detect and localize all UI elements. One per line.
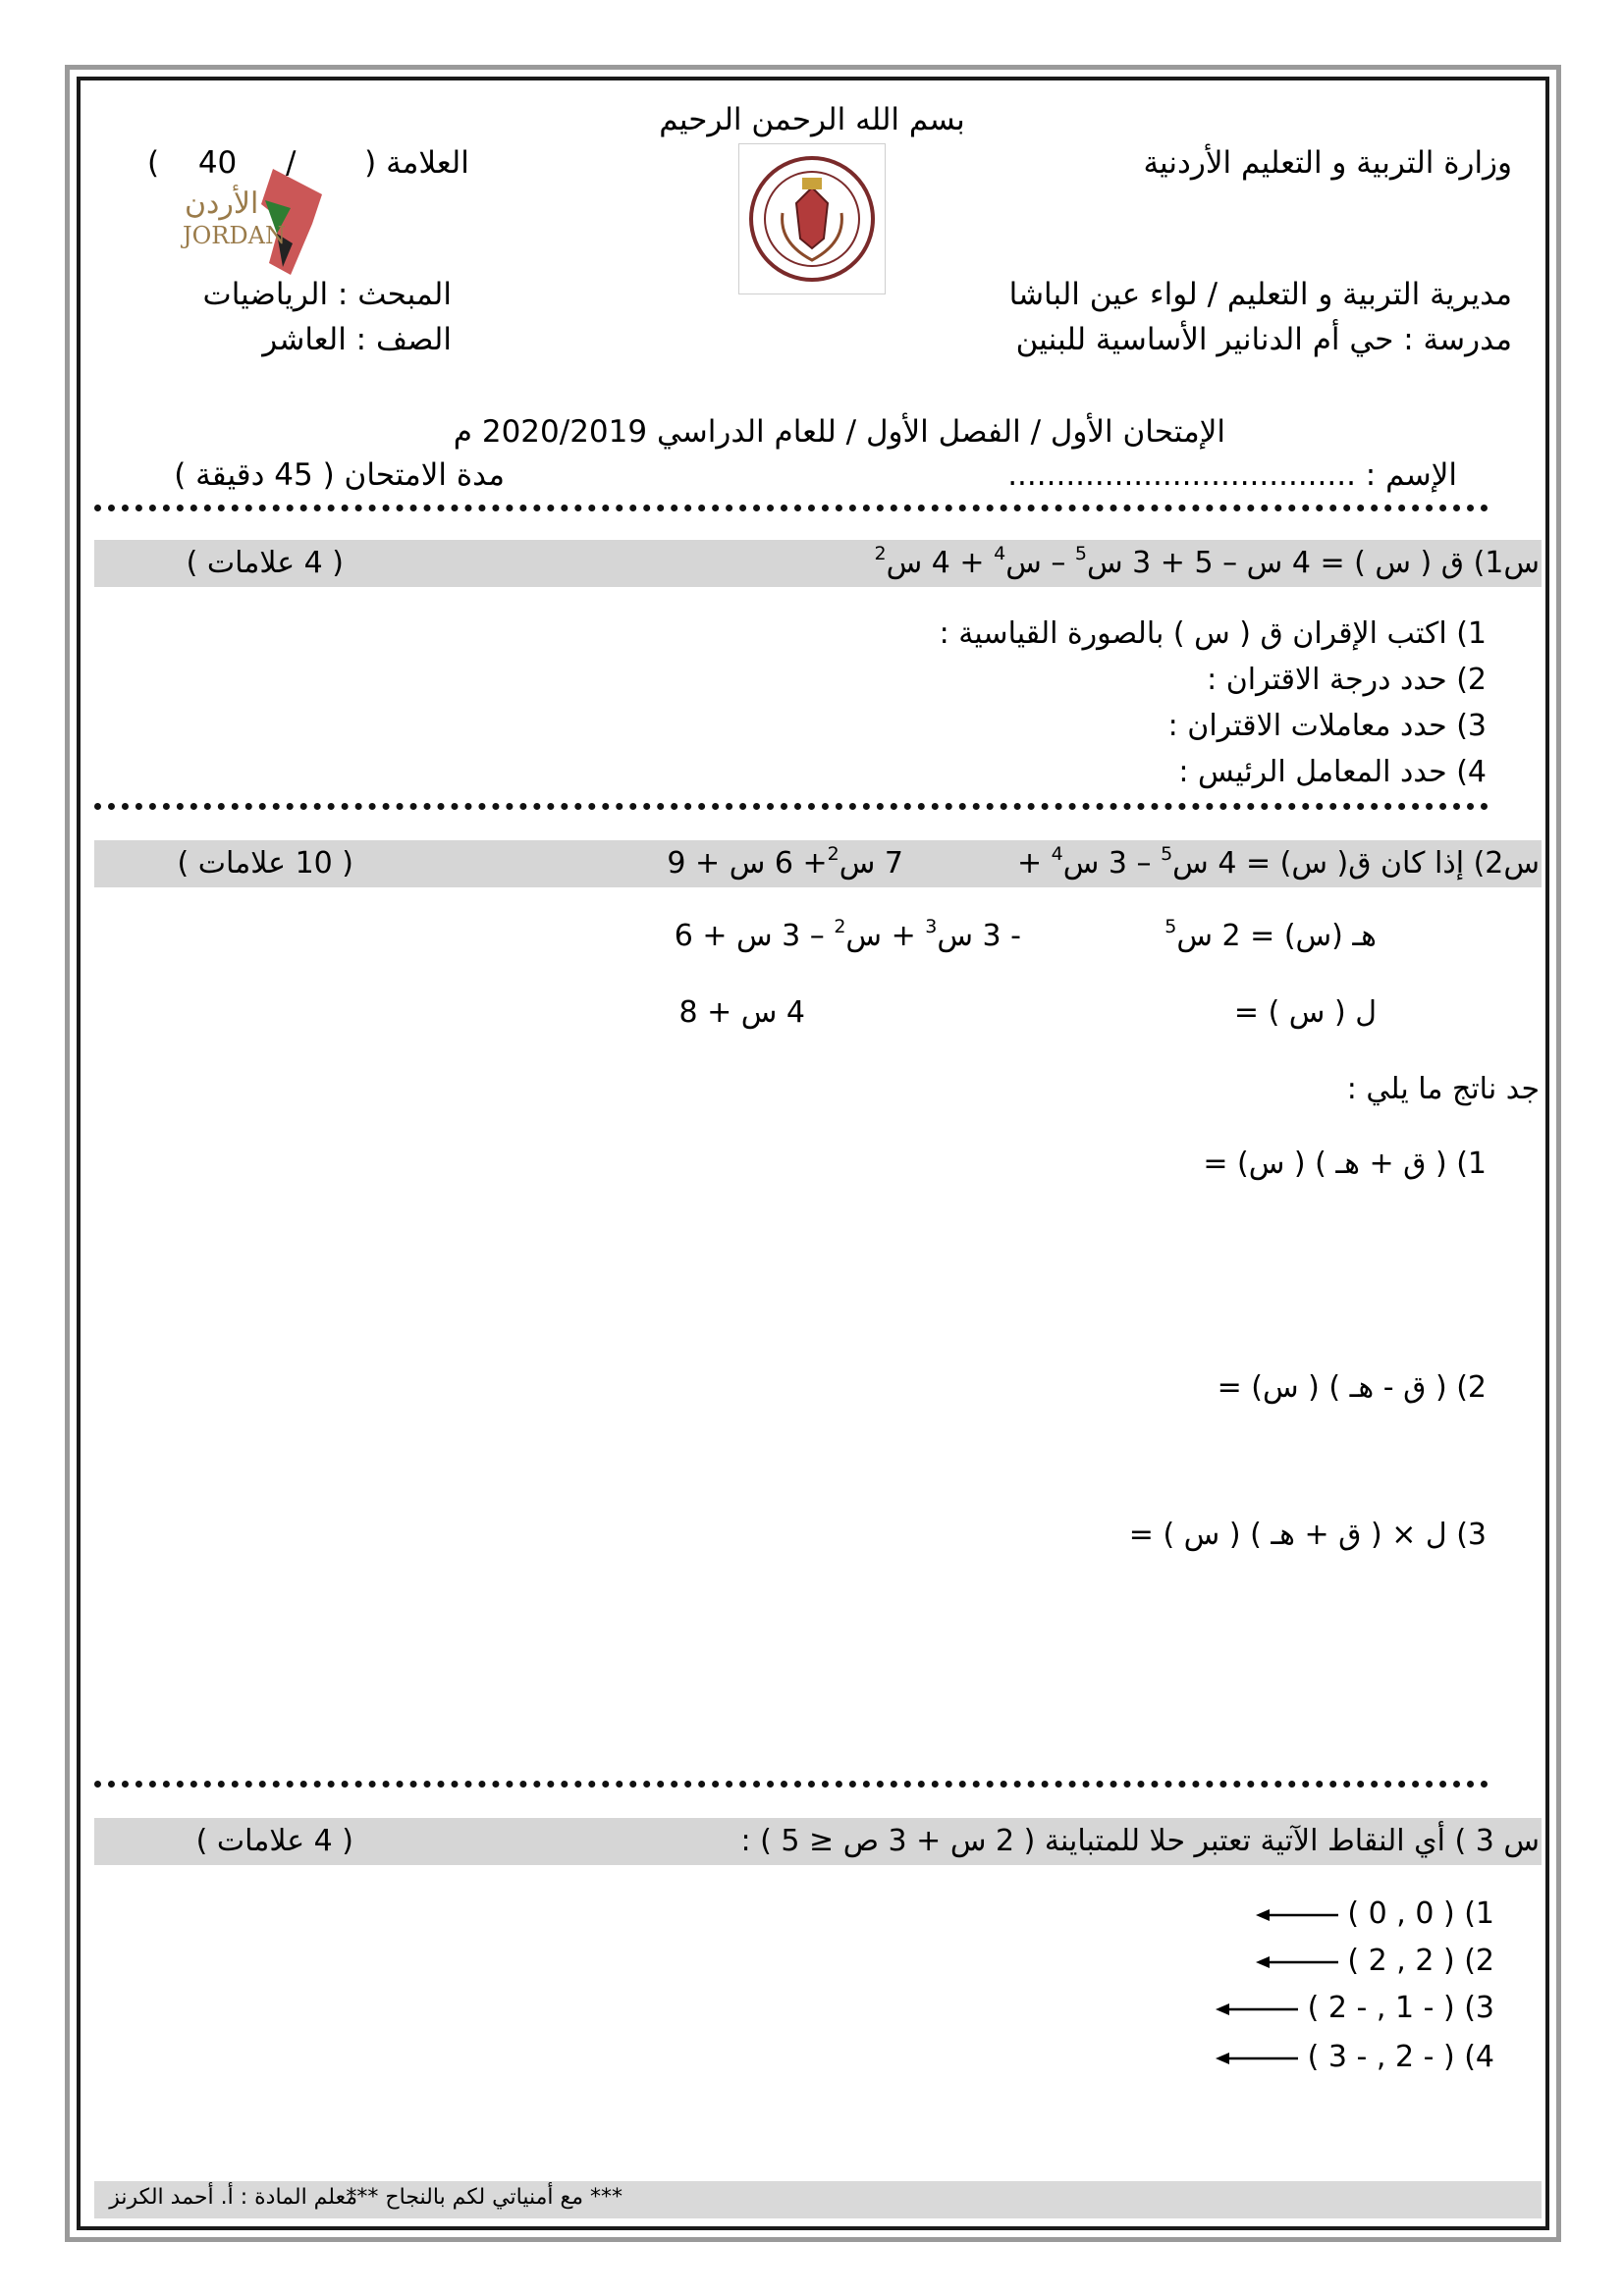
q1-function-a: س1) ق ( س ) = 4 س – 5 + 3 س: [1087, 546, 1540, 580]
h-right-c: – 3 س + 6: [674, 919, 835, 953]
q3-option-row[interactable]: [1214, 1944, 1494, 1978]
q1-function-b: – س: [1005, 546, 1075, 580]
q3-option-row[interactable]: [1214, 1896, 1494, 1931]
q1-item: 4) حدد المعامل الرئيس :: [1178, 755, 1487, 789]
q1-item: 3) حدد معاملات الاقتران :: [1167, 709, 1487, 743]
school-name: مدرسة : حي أم الدنانير الأساسية للبنين: [1015, 322, 1512, 357]
q1-item: 2) حدد درجة الاقتران :: [1207, 663, 1487, 697]
h-right-a: - 3 س: [937, 919, 1021, 953]
footer-wishes: *** مع أمنياتي لكم بالنجاح ***: [346, 2185, 623, 2210]
q1-exp1: 5: [1074, 543, 1087, 564]
h-left: هـ (س) = 2 س: [1176, 919, 1377, 953]
h-exp3: 3: [925, 916, 938, 937]
q2-func-b: – 3 س: [1062, 846, 1162, 881]
grade-open: (: [147, 145, 160, 181]
h-function-right: [674, 916, 1021, 953]
jordan-logo-latin: JORDAN: [183, 222, 286, 249]
directorate-name: مديرية التربية و التعليم / لواء عين الباشا: [1008, 277, 1512, 312]
h-right-b: + س: [845, 919, 926, 953]
h-exp5: 5: [1164, 916, 1177, 937]
q3-option-row[interactable]: [1178, 2040, 1494, 2074]
q1-exp2: 4: [994, 543, 1006, 564]
q2-exp-a: 5: [1161, 843, 1173, 865]
basmala: بسم الله الرحمن الرحيم: [659, 102, 965, 137]
q1-item: 1) اكتب الإقران ق ( س ) بالصورة القياسية :: [939, 616, 1487, 651]
q1-function: [874, 543, 1540, 580]
exam-duration: مدة الامتحان ( 45 دقيقة ): [174, 457, 505, 493]
q2-function-left: [1016, 843, 1540, 881]
jordan-logo-arabic: الأردن: [185, 187, 259, 221]
q2-func-e: + 6 س + 9: [667, 846, 828, 881]
q2-item: 2) ( ق - هـ ) ( س) =: [1217, 1370, 1487, 1405]
q1-function-c: + 4 س: [886, 546, 995, 580]
q3-option: 1) ( 0 , 0 ): [1347, 1896, 1494, 1931]
q2-func-d: 7 س: [839, 846, 903, 881]
student-name-field[interactable]: الإسم : ....................................: [1007, 457, 1457, 493]
ministry-name: وزارة التربية و التعليم الأردنية: [1143, 145, 1512, 181]
arrow-left-icon: [1216, 2002, 1298, 2016]
ministry-emblem: [738, 143, 886, 294]
grade-total: 40: [197, 145, 238, 181]
q2-marks: ( 10 علامات ): [177, 846, 353, 881]
q2-func-a: س2) إذا كان ق( س) = 4 س: [1172, 846, 1540, 881]
grade-label: العلامة (: [364, 145, 469, 181]
grade-slash: /: [286, 145, 297, 181]
q2-item: 1) ( ق + هـ ) ( س) =: [1203, 1147, 1487, 1181]
q2-func-c: +: [1016, 846, 1052, 881]
separator-dots: [94, 1781, 1489, 1788]
arrow-left-icon: [1216, 2052, 1298, 2065]
arrow-left-icon: [1256, 1908, 1338, 1922]
q2-exp-d: 2: [827, 843, 839, 865]
l-function-right: 4 س + 8: [678, 995, 805, 1030]
class-label: الصف : العاشر: [262, 322, 452, 357]
q3-option: 2) ( 2 , 2 ): [1347, 1944, 1494, 1978]
q1-marks: ( 4 علامات ): [186, 546, 344, 580]
q1-exp3: 2: [874, 543, 887, 564]
q2-find-label: جد ناتج ما يلي :: [1346, 1072, 1540, 1106]
q2-exp-b: 4: [1051, 843, 1063, 865]
separator-dots: [94, 803, 1489, 810]
q3-marks: ( 4 علامات ): [195, 1824, 353, 1858]
subject-label: المبحث : الرياضيات: [202, 277, 452, 312]
h-exp2: 2: [834, 916, 846, 937]
q2-item: 3) ل × ( ق + هـ ) ( س ) =: [1128, 1518, 1487, 1552]
q3-option-row[interactable]: [1178, 1991, 1494, 2025]
jordan-logo: [175, 165, 342, 281]
q3-question: س 3 ) أي النقاط الآتية تعتبر حلا للمتباينة ( 2 س + 3 ص ≤ 5 ) :: [740, 1824, 1540, 1858]
q3-option: 3) ( - 1 , - 2 ): [1307, 1991, 1494, 2025]
q3-option: 4) ( - 2 , - 3 ): [1307, 2040, 1494, 2074]
separator-dots: [94, 505, 1489, 511]
q2-function-right: [667, 843, 903, 881]
footer-teacher: معلم المادة : أ. أحمد الكرنز: [109, 2185, 357, 2210]
exam-title: الإمتحان الأول / الفصل الأول / للعام الدراسي 2020/2019 م: [453, 414, 1225, 450]
h-function-left: [1164, 916, 1377, 953]
arrow-left-icon: [1256, 1955, 1338, 1969]
l-function-left: ل ( س ) =: [1233, 995, 1377, 1030]
